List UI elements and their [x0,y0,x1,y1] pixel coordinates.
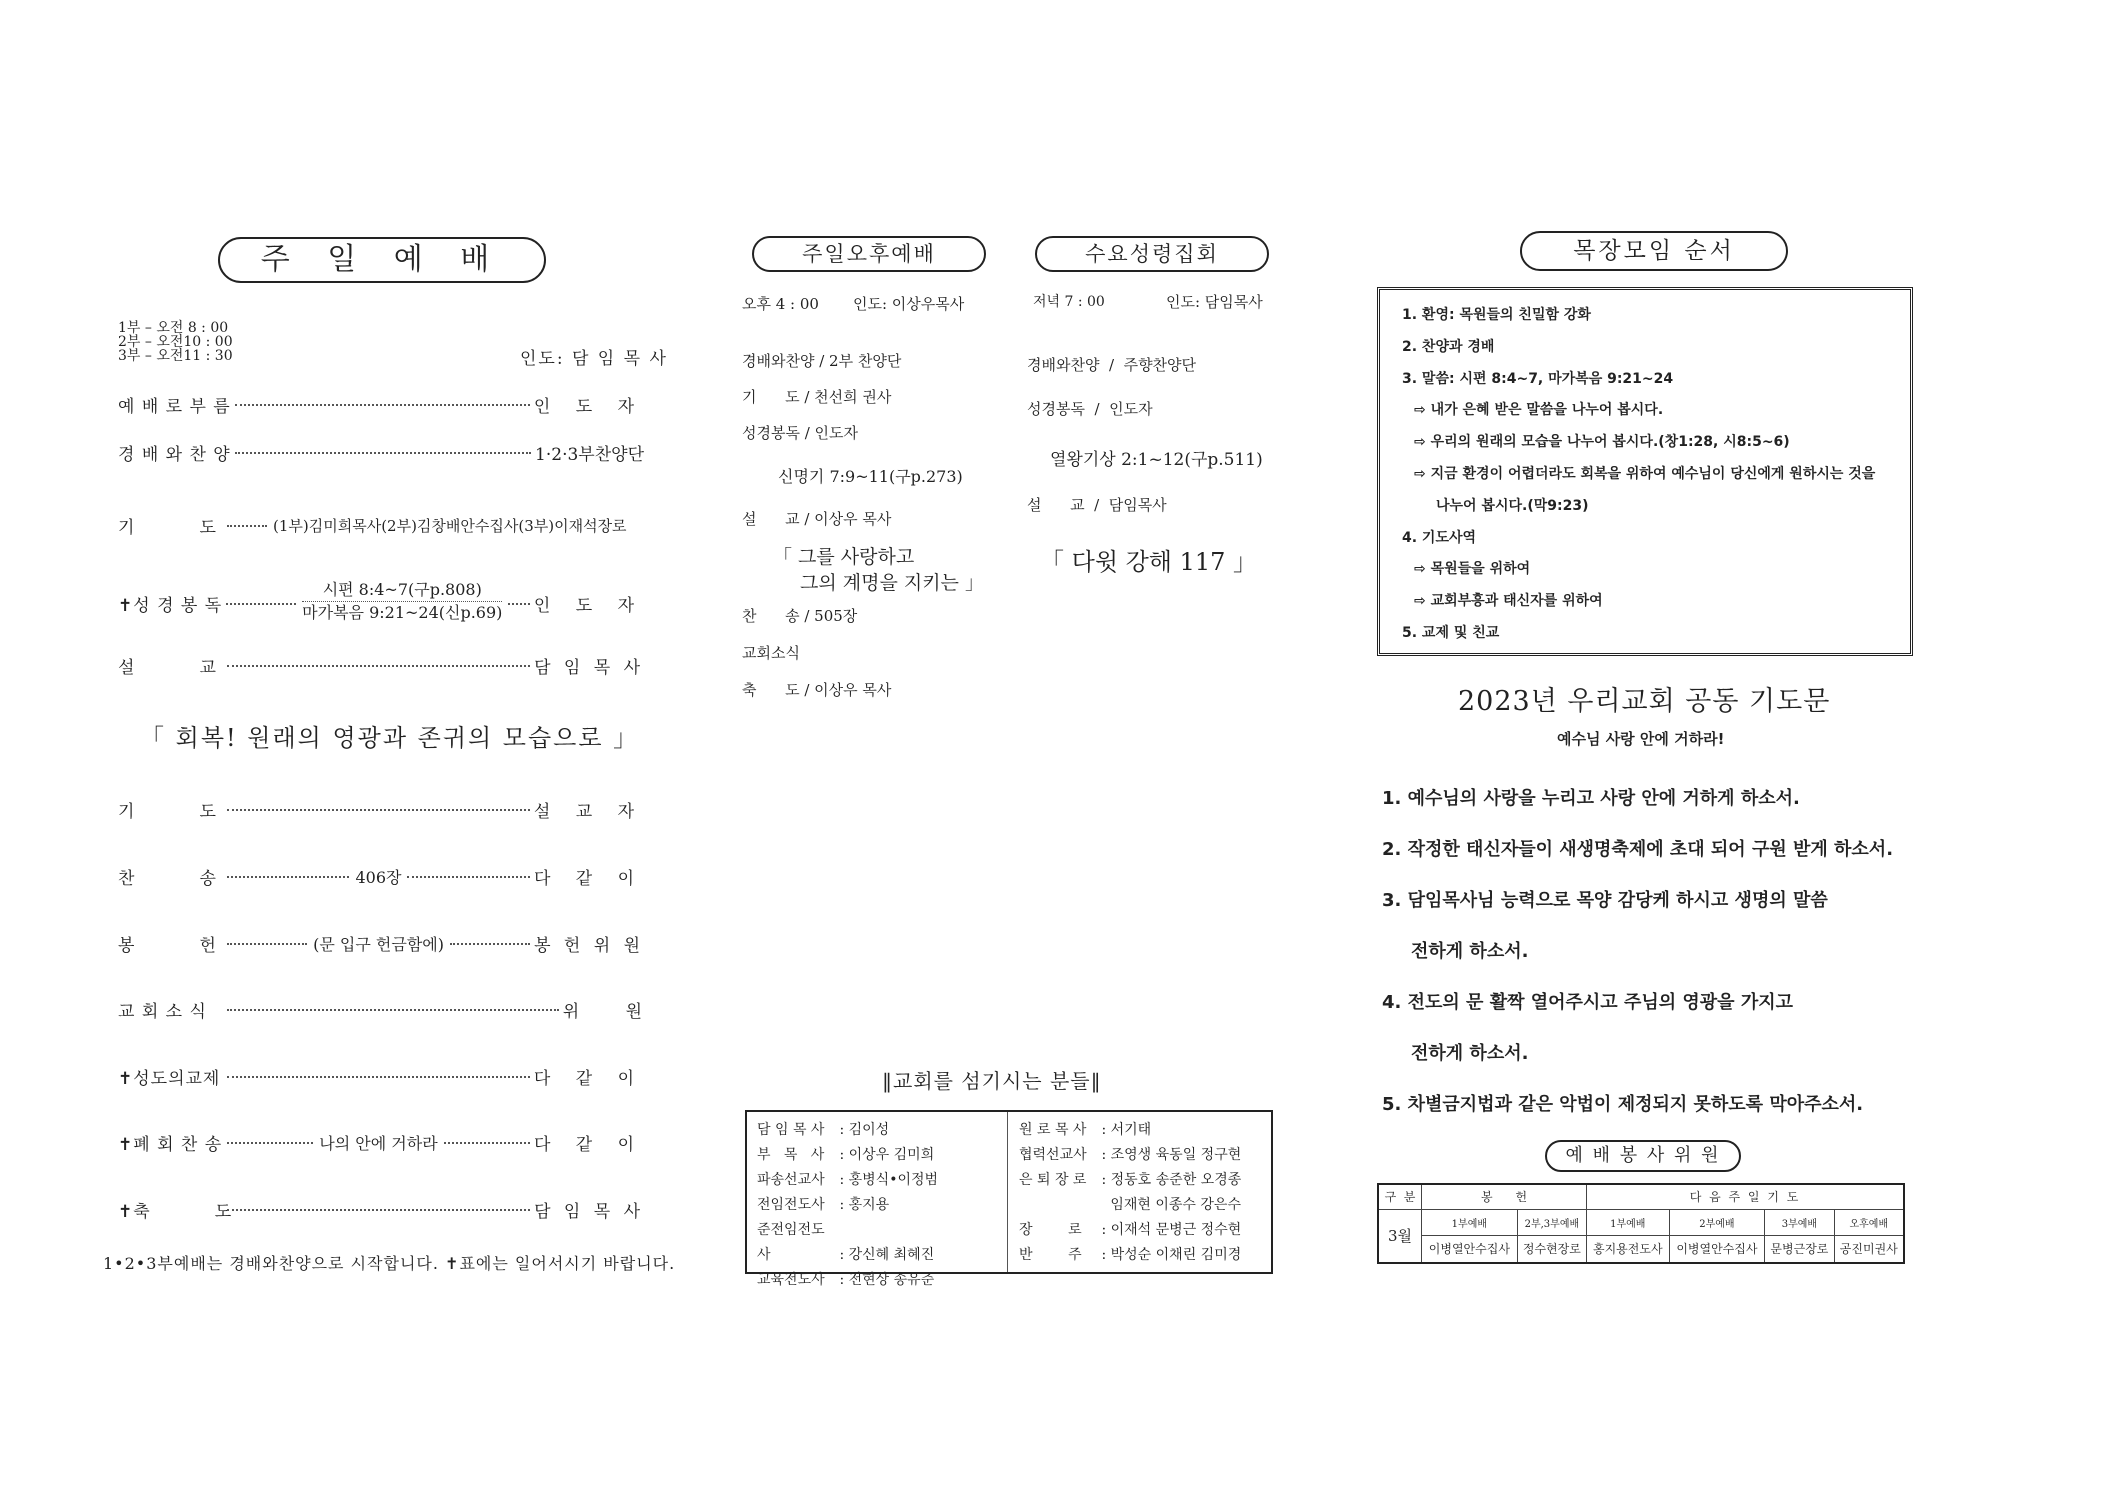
wednesday-sermon-label: 설 교 / 담임목사 [1027,496,1167,514]
cell-item: ⇨ 지금 환경이 어렵더라도 회복을 위하여 예수님이 당신에게 원하시는 것을 [1414,465,1876,482]
wednesday-sermon-title: 「 다윗 강해 117 」 [1040,548,1258,576]
prayer-subtitle: 예수님 사랑 안에 거하라! [1557,730,1725,748]
prayer-item: 전하게 하소서. [1411,941,1529,962]
afternoon-sermon-title-2: 그의 계명을 지키는 」 [800,572,984,594]
service-team-table [1377,1183,1905,1264]
cell-item: 1. 환영: 목원들의 친밀함 강화 [1402,307,1591,323]
order-benediction: ✝축 도 담 임 목 사 [118,1202,644,1222]
afternoon-time: 오후 4 : 00 [742,295,819,313]
time-3: 3부 – 오전11 : 30 [118,348,233,364]
prayer-title: 2023년 우리교회 공동 기도문 [1458,686,1831,717]
name-cell: 이병열안수집사 [1669,1235,1765,1263]
time-1: 1부 – 오전 8 : 00 [118,320,229,336]
wednesday-leader: 인도: 담임목사 [1166,293,1263,311]
afternoon-sermon-title-1: 「 그를 사랑하고 [773,546,915,568]
staff-row: 준전임전도사 : 강신혜 최혜진 [757,1222,935,1263]
sermon-title: 「 회복! 원래의 영광과 존귀의 모습으로 」 [140,724,640,752]
staff-row: 부 목 사 : 이상우 김미희 [757,1147,935,1163]
order-hymn: 찬 송 406장 다 같 이 [118,868,645,889]
staff-row: 반 주 : 박성순 이채린 김미경 [1019,1247,1242,1263]
cell-item: 3. 말씀: 시편 8:4~7, 마가복음 9:21~24 [1402,370,1674,387]
wednesday-time: 저녁 7 : 00 [1033,294,1105,310]
staff-left [757,1118,938,1293]
afternoon-praise: 경배와찬양 / 2부 찬양단 [742,352,902,370]
prayer-item: 2. 작정한 태신자들이 새생명축제에 초대 되어 구원 받게 하소서. [1382,839,1894,860]
cell-meeting-title: 목장모임 순서 [1520,231,1788,271]
staff-row: 원 로 목 사 : 서기태 [1019,1122,1152,1138]
sub-header: 3부예배 [1765,1209,1834,1235]
afternoon-news: 교회소식 [742,644,800,662]
cell-item: 4. 기도사역 [1402,529,1477,546]
order-news: 교 회 소 식 위 원 [118,1002,644,1022]
wednesday-scripture: 열왕기상 2:1~12(구p.511) [1050,450,1263,470]
cell-item: ⇨ 교회부흥과 태신자를 위하여 [1414,593,1603,610]
sub-header: 1부예배 [1587,1209,1670,1235]
staff-row: 장 로 : 이재석 문병근 정수현 [1019,1222,1242,1238]
afternoon-leader: 인도: 이상우목사 [853,295,965,313]
staff-row: 임재현 이종수 강은수 [1110,1197,1241,1213]
header-next-prayer: 다 음 주 일 기 도 [1587,1184,1904,1209]
cell-item: ⇨ 내가 은혜 받은 말씀을 나누어 봅시다. [1414,402,1664,419]
prayer-item: 1. 예수님의 사랑을 누리고 사랑 안에 거하게 하소서. [1382,788,1800,809]
afternoon-scripture: 신명기 7:9~11(구p.273) [778,467,963,486]
name-cell: 홍지용전도사 [1587,1235,1670,1263]
staff-box [745,1110,1273,1288]
afternoon-title: 주일오후예배 [752,236,986,272]
month-cell: 3월 [1378,1209,1422,1263]
sub-header: 오후예배 [1834,1209,1904,1235]
prayer-item: 전하게 하소서. [1411,1043,1529,1064]
scripture-refs: 시편 8:4~7(구p.808) 마가복음 9:21~24(신p.69) [302,580,503,622]
order-sermon: 설 교 담 임 목 사 [118,658,644,678]
prayer-item: 3. 담임목사님 능력으로 목양 감당케 하시고 생명의 말씀 [1382,890,1828,911]
cell-item: 5. 교제 및 친교 [1402,624,1500,641]
afternoon-benediction: 축 도 / 이상우 목사 [742,681,892,699]
wednesday-title: 수요성령집회 [1035,236,1269,272]
cell-meeting-list [1402,300,1875,650]
sunday-leader: 인도: 담 임 목 사 [520,349,668,369]
staff-row: 협력선교사 : 조영생 육동일 정구현 [1019,1147,1242,1163]
staff-row: 전임전도사 : 홍지용 [757,1197,890,1213]
cell-item: ⇨ 목원들을 위하여 [1414,561,1531,578]
staff-divider [1007,1112,1008,1272]
sunday-title: 주 일 예 배 [218,237,546,283]
cell-item: ⇨ 우리의 원래의 모습을 나누어 봅시다.(창1:28, 시8:5~6) [1414,434,1790,451]
header-offering: 봉 헌 [1422,1184,1587,1209]
prayer-list [1382,773,1893,1130]
afternoon-prayer: 기 도 / 천선희 권사 [742,388,892,406]
order-praise: 경 배 와 찬 양 1·2·3부찬양단 [118,445,644,465]
order-scripture: ✝성 경 봉 독 시편 8:4~7(구p.808) 마가복음 9:21~24(신p.69) 인 도 자 [118,580,644,622]
cell-meeting-box [1377,287,1913,656]
afternoon-hymn: 찬 송 / 505장 [742,607,858,625]
sub-header: 2부,3부예배 [1517,1209,1586,1235]
order-closing-hymn: ✝폐 회 찬 송 나의 안에 거하라 다 같 이 [118,1134,645,1155]
staff-title: ‖교회를 섬기시는 분들‖ [882,1069,1102,1093]
time-2: 2부 – 오전10 : 00 [118,334,233,350]
prayer-item: 4. 전도의 문 활짝 열어주시고 주님의 영광을 가지고 [1382,992,1793,1013]
staff-row: 교육전도사 : 전현상 송유준 [757,1272,935,1288]
wednesday-scripture-label: 성경봉독 / 인도자 [1027,400,1153,418]
order-call-to-worship: 예 배 로 부 름 인 도 자 [118,397,644,417]
order-prayer-2: 기 도 설 교 자 [118,802,644,822]
order-prayer: 기 도 (1부)김미희목사(2부)김창배안수집사(3부)이재석장로 [118,517,627,538]
cell-item: 2. 찬양과 경배 [1402,338,1495,355]
name-cell: 문병근장로 [1765,1235,1834,1263]
sunday-footnote: 1•2•3부예배는 경배와찬양으로 시작합니다. ✝표에는 일어서시기 바랍니다. [103,1254,676,1273]
afternoon-scripture-label: 성경봉독 / 인도자 [742,424,859,442]
cell-item: 나누어 봅시다.(막9:23) [1436,497,1589,514]
sub-header: 1부예배 [1422,1209,1518,1235]
service-times [118,321,233,363]
afternoon-sermon-label: 설 교 / 이상우 목사 [742,510,892,528]
staff-row: 파송선교사 : 홍병식•이정범 [757,1172,939,1188]
prayer-item: 5. 차별금지법과 같은 악법이 제정되지 못하도록 막아주소서. [1382,1094,1864,1115]
service-team-title: 예 배 봉 사 위 원 [1545,1140,1741,1172]
name-cell: 정수현장로 [1517,1235,1586,1263]
order-fellowship: ✝성도의교제 다 같 이 [118,1069,644,1089]
staff-row: 은 퇴 장 로 : 정동호 송준한 오경종 [1019,1172,1242,1188]
staff-row: 담 임 목 사 : 김이성 [757,1122,890,1138]
sub-header: 2부예배 [1669,1209,1765,1235]
wednesday-praise: 경배와찬양 / 주향찬양단 [1027,356,1197,374]
name-cell: 이병열안수집사 [1422,1235,1518,1263]
name-cell: 공진미권사 [1834,1235,1904,1263]
staff-right [1019,1118,1241,1268]
header-gubun: 구 분 [1378,1184,1422,1209]
order-offering: 봉 헌 (문 입구 헌금함에) 봉 헌 위 원 [118,935,645,956]
